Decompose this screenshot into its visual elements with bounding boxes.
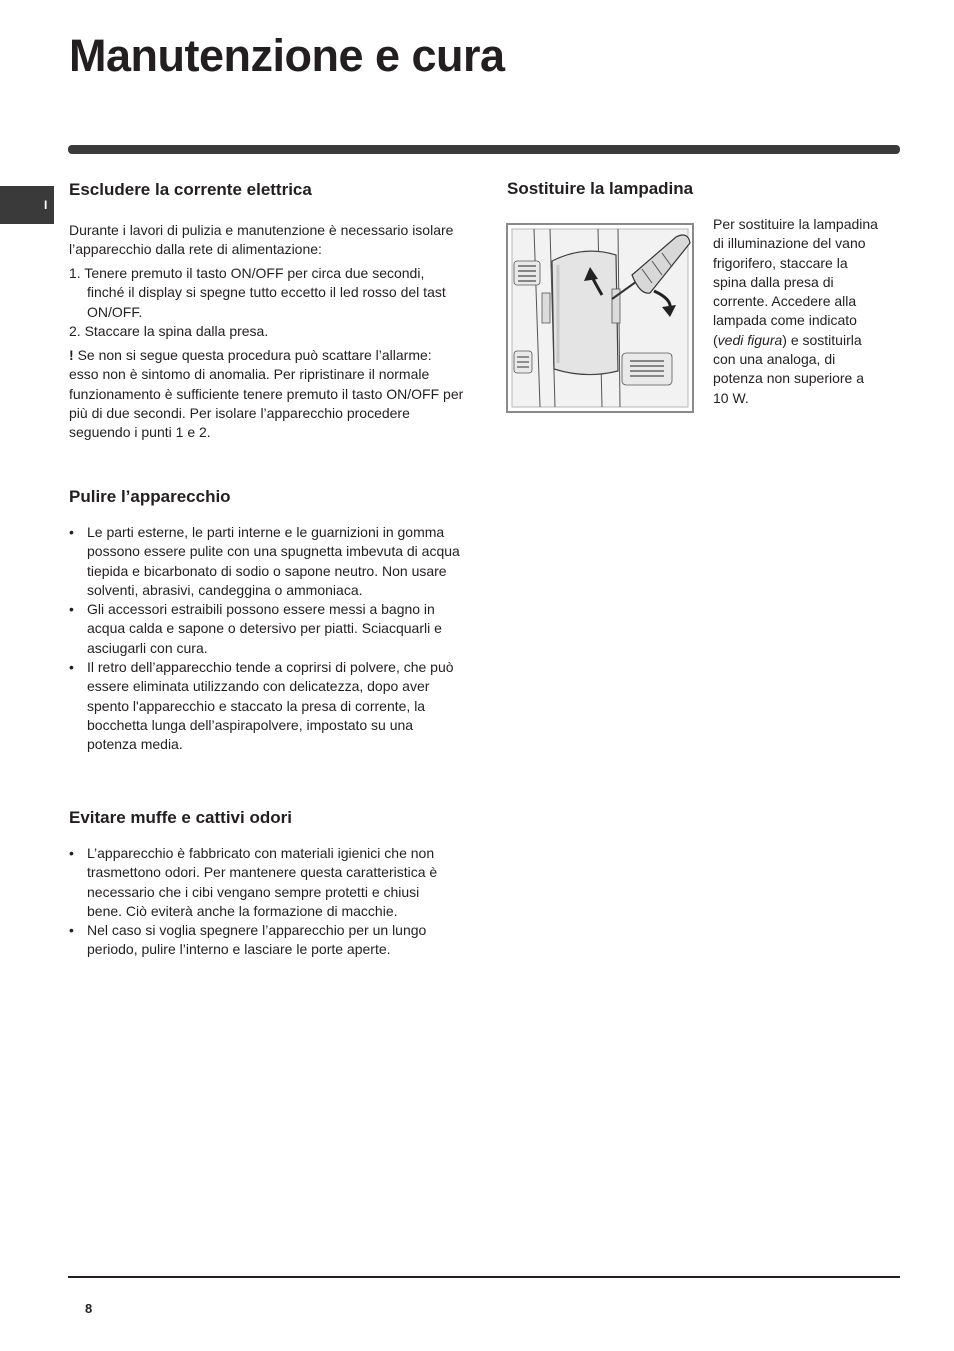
list-item <box>69 600 461 658</box>
bullet-icon: • <box>69 601 74 618</box>
bullet-icon: • <box>69 922 74 939</box>
section-heading-odors: Evitare muffe e cattivi odori <box>69 808 292 827</box>
list-item <box>69 658 461 754</box>
section-heading-lamp: Sostituire la lampadina <box>507 179 694 198</box>
list-item <box>69 844 444 921</box>
list-item-text: Le parti esterne, le parti interne e le guarnizioni in gomma possono essere pulite con una spugnetta imbevuta di acqua tiepida e bicarbonato di sodio o sapone neutro. Non usare solventi, abrasivi, candeggina o ammoniaca. <box>87 524 460 598</box>
power-steps <box>69 264 461 341</box>
language-tab <box>0 186 54 224</box>
list-item-text: Il retro dell’apparecchio tende a coprirsi di polvere, che può essere eliminata utilizzando con delicatezza, dopo aver spento l'apparecchio e staccato la presa di corrente, la bocchetta lunga dell’aspirapolvere, impostato su una potenza media. <box>87 659 454 753</box>
lamp-text-italic: vedi figura <box>717 331 783 348</box>
section-heading-cleaning: Pulire l’apparecchio <box>69 487 231 506</box>
lamp-text-1: Per sostituire la lampadina di illuminazione del vano frigorifero, staccare la spina dalla presa di corrente. Accedere alla lampada come indicato ( <box>713 216 878 348</box>
power-warning-text: Se non si segue questa procedura può scattare l’allarme: esso non è sintomo di anomalia. Per ripristinare il normale funzionamento è sufficiente tenere premuto il tasto ON/OFF per più di due secondi. Per isolare l’apparecchio procedere seguendo i punti 1 e 2. <box>69 347 464 441</box>
power-step-1: 1. Tenere premuto il tasto ON/OFF per circa due secondi, finché il display si spegne tutto eccetto il led rosso del tast ON/OFF. <box>69 265 446 320</box>
odors-list <box>69 844 444 960</box>
list-item <box>69 921 444 960</box>
power-warning <box>69 346 464 442</box>
warning-icon: ! <box>69 347 74 363</box>
section-heading-power: Escludere la corrente elettrica <box>69 180 312 199</box>
footer-rule <box>68 1276 900 1278</box>
language-tab-label: I <box>44 198 48 212</box>
cleaning-list <box>69 523 461 755</box>
lamp-instructions <box>713 215 883 408</box>
page-number: 8 <box>85 1301 93 1316</box>
lamp-replacement-figure <box>506 223 694 413</box>
power-intro: Durante i lavori di pulizia e manutenzione è necessario isolare l’apparecchio dalla rete di alimentazione: <box>69 222 454 258</box>
bullet-icon: • <box>69 659 74 676</box>
page-title: Manutenzione e cura <box>69 30 505 81</box>
header-rule <box>68 145 900 154</box>
list-item-text: L’apparecchio è fabbricato con materiali igienici che non trasmettono odori. Per mantenere questa caratteristica è necessario che i cibi vengano sempre protetti e chiusi bene. Ciò eviterà anche la formazione di macchie. <box>87 845 438 919</box>
bullet-icon: • <box>69 524 74 540</box>
list-item-text: Gli accessori estraibili possono essere messi a bagno in acqua calda e sapone o detersivo per piatti. Sciacquarli e asciugarli con cura. <box>87 601 442 656</box>
lamp-text-2: ) e sostituirla con una analoga, di potenza non superiore a 10 W. <box>713 331 864 406</box>
list-item <box>69 523 461 600</box>
bullet-icon: • <box>69 845 74 861</box>
list-item-text: Nel caso si voglia spegnere l’apparecchio per un lungo periodo, pulire l’interno e lasciare le porte aperte. <box>87 922 427 958</box>
power-step-2: 2. Staccare la spina dalla presa. <box>69 322 269 339</box>
